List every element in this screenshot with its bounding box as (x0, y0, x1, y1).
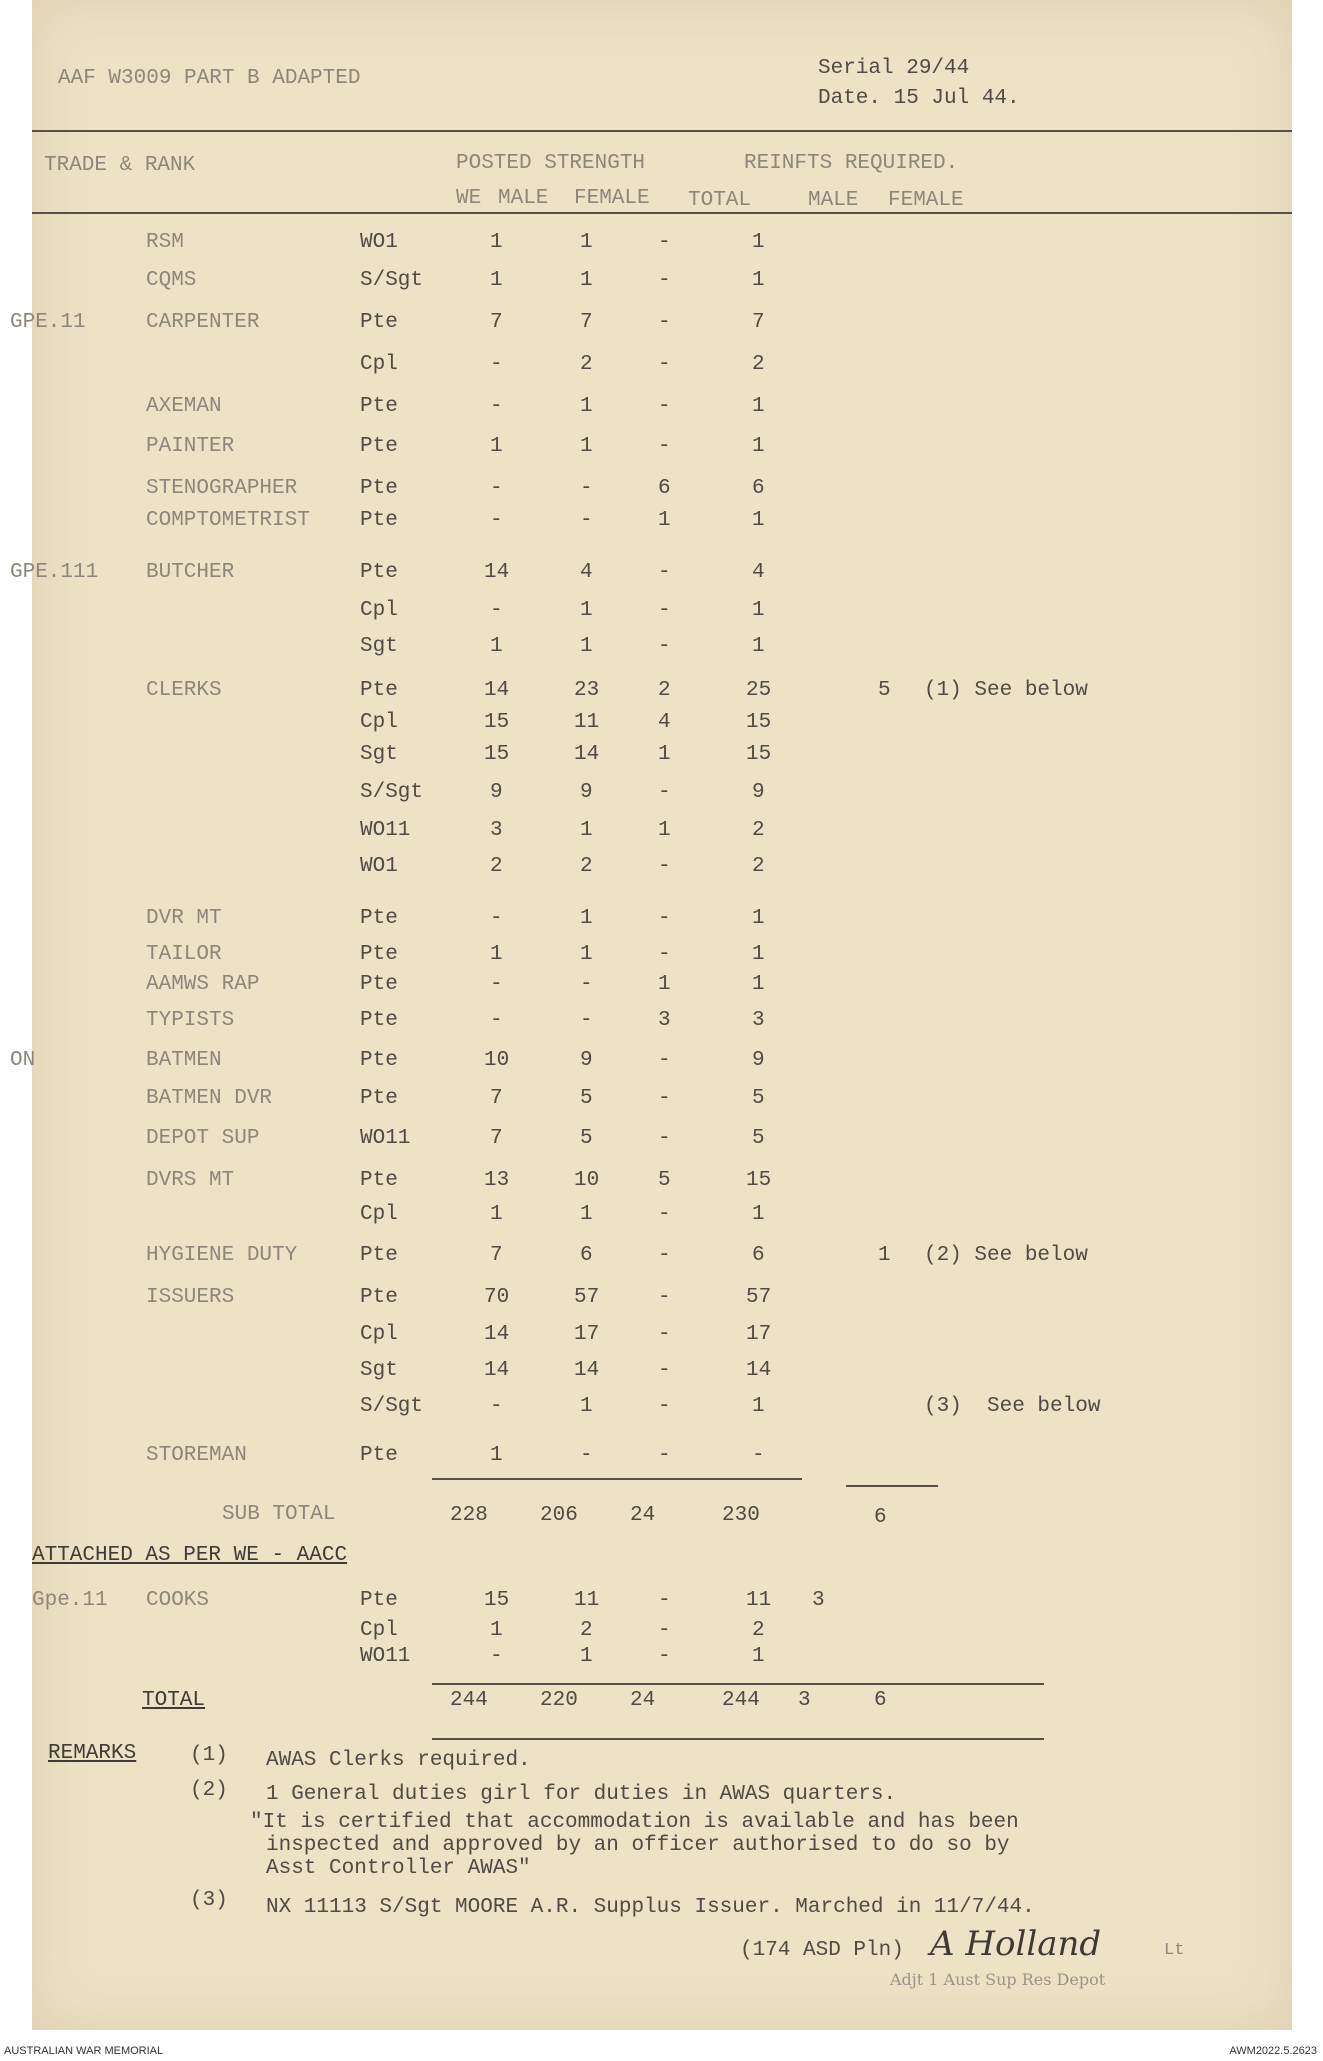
col-reinf-female: FEMALE (888, 189, 964, 212)
we-cell: - (490, 1009, 503, 1032)
male-cell: 11 (574, 1589, 600, 1612)
total-cell: 1 (752, 395, 765, 418)
we-cell: 14 (484, 1323, 510, 1346)
trade-cell: STENOGRAPHER (146, 477, 298, 500)
col-reinf-male: MALE (808, 189, 859, 212)
rank-cell: Pte (360, 477, 398, 500)
rank-cell: Cpl (360, 353, 398, 376)
we-cell: 14 (484, 561, 510, 584)
total-cell: 11 (746, 1589, 772, 1612)
female-cell: 5 (658, 1169, 671, 1192)
total-cell: 1 (752, 599, 765, 622)
subtotal-reinf-female: 6 (874, 1506, 887, 1529)
female-cell: - (658, 231, 671, 254)
we-cell: 15 (484, 1589, 510, 1612)
remark-3-text: NX 11113 S/Sgt MOORE A.R. Supplus Issuer. Marched in 11/7/44. (266, 1896, 1035, 1919)
male-cell: 1 (580, 269, 593, 292)
total-cell: 5 (752, 1127, 765, 1150)
male-cell: 10 (574, 1169, 600, 1192)
note-cell: (3) See below (924, 1395, 1101, 1418)
male-cell: 57 (574, 1286, 600, 1309)
we-cell: - (490, 353, 503, 376)
rank-cell: Pte (360, 395, 398, 418)
rank-cell: Pte (360, 1589, 398, 1612)
female-cell: - (658, 907, 671, 930)
total-cell: 2 (752, 819, 765, 842)
we-cell: - (490, 477, 503, 500)
group-cell: GPE.111 (10, 561, 99, 584)
rank-cell: Pte (360, 1087, 398, 1110)
trade-cell: DVRS MT (146, 1169, 235, 1192)
female-cell: 1 (658, 973, 671, 996)
we-cell: - (490, 395, 503, 418)
col-female: FEMALE (574, 187, 650, 210)
female-cell: 4 (658, 711, 671, 734)
total-cell: 1 (752, 231, 765, 254)
total-cell: 25 (746, 679, 772, 702)
male-cell: 1 (580, 819, 593, 842)
remark-2-line-1: 1 General duties girl for duties in AWAS quarters. (266, 1783, 897, 1806)
male-cell: 2 (580, 1619, 593, 1642)
group-cell: ON (10, 1049, 36, 1072)
male-cell: 6 (580, 1244, 593, 1267)
we-cell: 1 (490, 231, 503, 254)
female-cell: 6 (658, 477, 671, 500)
female-cell: - (658, 1619, 671, 1642)
trade-cell: AAMWS RAP (146, 973, 260, 996)
total-cell: - (752, 1444, 765, 1467)
total-cell: 5 (752, 1087, 765, 1110)
female-cell: - (658, 1087, 671, 1110)
adjutant-stamp: Adjt 1 Aust Sup Res Depot (890, 1970, 1106, 1989)
we-cell: 3 (490, 819, 503, 842)
total-cell: 1 (752, 973, 765, 996)
female-cell: 2 (658, 679, 671, 702)
male-cell: 17 (574, 1323, 600, 1346)
total-top-rule (432, 1683, 1044, 1685)
trade-cell: TAILOR (146, 943, 222, 966)
group-cell: Gpe.11 (32, 1589, 108, 1612)
we-cell: 7 (490, 1087, 503, 1110)
we-cell: 9 (490, 781, 503, 804)
rank-cell: S/Sgt (360, 1395, 424, 1418)
male-cell: 1 (580, 1203, 593, 1226)
rmale-cell: 3 (812, 1589, 825, 1612)
male-cell: 1 (580, 395, 593, 418)
total-cell: 2 (752, 1619, 765, 1642)
rank-cell: Pte (360, 435, 398, 458)
we-cell: 1 (490, 635, 503, 658)
rank-cell: S/Sgt (360, 269, 424, 292)
female-cell: 3 (658, 1009, 671, 1032)
remarks-label: REMARKS (48, 1742, 137, 1765)
rank-cell: Pte (360, 509, 398, 532)
total-cell: 1 (752, 435, 765, 458)
female-cell: - (658, 561, 671, 584)
female-cell: - (658, 1395, 671, 1418)
female-cell: - (658, 353, 671, 376)
trade-cell: COMPTOMETRIST (146, 509, 310, 532)
col-total: TOTAL (688, 189, 752, 212)
we-cell: - (490, 973, 503, 996)
trade-cell: PAINTER (146, 435, 235, 458)
remark-1-number: (1) (190, 1744, 228, 1767)
trade-cell: CARPENTER (146, 311, 260, 334)
we-cell: 7 (490, 311, 503, 334)
archive-credit: AUSTRALIAN WAR MEMORIAL (4, 2045, 164, 2057)
male-cell: 5 (580, 1127, 593, 1150)
male-cell: 1 (580, 435, 593, 458)
subtotal-total: 230 (722, 1504, 760, 1527)
we-cell: 15 (484, 711, 510, 734)
male-cell: 9 (580, 781, 593, 804)
total-cell: 1 (752, 635, 765, 658)
rank-cell: Sgt (360, 1359, 398, 1382)
total-cell: 6 (752, 477, 765, 500)
total-cell: 1 (752, 509, 765, 532)
rank-cell: Pte (360, 1286, 398, 1309)
remark-2-number: (2) (190, 1779, 228, 1802)
we-cell: 14 (484, 679, 510, 702)
total-cell: 15 (746, 1169, 772, 1192)
we-cell: 70 (484, 1286, 510, 1309)
trade-cell: ISSUERS (146, 1286, 235, 1309)
total-cell: 6 (752, 1244, 765, 1267)
female-cell: - (658, 599, 671, 622)
archive-accession-number: AWM2022.5.2623 (1229, 2045, 1317, 2057)
male-cell: 1 (580, 1645, 593, 1668)
serial-number: Serial 29/44 (818, 57, 970, 80)
rank-cell: Pte (360, 1049, 398, 1072)
rank-cell: Sgt (360, 743, 398, 766)
header-top-rule (32, 130, 1292, 132)
trade-cell: BATMEN (146, 1049, 222, 1072)
total-cell: 15 (746, 711, 772, 734)
col-we: WE (456, 187, 482, 210)
we-cell: 10 (484, 1049, 510, 1072)
signature-unit: (174 ASD Pln) (740, 1939, 904, 1962)
total-cell: 14 (746, 1359, 772, 1382)
total-cell: 9 (752, 781, 765, 804)
remark-2-line-4: Asst Controller AWAS" (266, 1857, 531, 1880)
male-cell: 1 (580, 907, 593, 930)
we-cell: - (490, 1395, 503, 1418)
trade-cell: HYGIENE DUTY (146, 1244, 298, 1267)
total-cell: 1 (752, 907, 765, 930)
male-cell: 2 (580, 855, 593, 878)
subtotal-male: 206 (540, 1504, 578, 1527)
male-cell: 14 (574, 743, 600, 766)
col-trade-rank: TRADE & RANK (44, 154, 196, 177)
rank-cell: Pte (360, 907, 398, 930)
we-cell: 1 (490, 435, 503, 458)
female-cell: - (658, 269, 671, 292)
female-cell: - (658, 395, 671, 418)
trade-cell: AXEMAN (146, 395, 222, 418)
trade-cell: STOREMAN (146, 1444, 247, 1467)
we-cell: 7 (490, 1127, 503, 1150)
rank-cell: Cpl (360, 1619, 398, 1642)
female-cell: 1 (658, 819, 671, 842)
total-cell: 9 (752, 1049, 765, 1072)
total-cell: 2 (752, 855, 765, 878)
male-cell: 1 (580, 599, 593, 622)
subtotal-rule (432, 1478, 802, 1480)
rank-cell: Pte (360, 943, 398, 966)
rank-cell: Pte (360, 1169, 398, 1192)
total-cell: 17 (746, 1323, 772, 1346)
rank-cell: WO1 (360, 855, 398, 878)
rank-cell: Pte (360, 1444, 398, 1467)
female-cell: - (658, 781, 671, 804)
we-cell: 2 (490, 855, 503, 878)
female-cell: 1 (658, 743, 671, 766)
total-we: 244 (450, 1689, 488, 1712)
total-bottom-rule (432, 1738, 1044, 1740)
trade-cell: CQMS (146, 269, 197, 292)
rank-cell: Cpl (360, 1203, 398, 1226)
total-label: TOTAL (142, 1689, 206, 1712)
female-cell: - (658, 311, 671, 334)
trade-cell: RSM (146, 231, 184, 254)
rank-cell: Pte (360, 1009, 398, 1032)
total-cell: 7 (752, 311, 765, 334)
male-cell: - (580, 1444, 593, 1467)
female-cell: - (658, 1589, 671, 1612)
male-cell: 11 (574, 711, 600, 734)
male-cell: 4 (580, 561, 593, 584)
we-cell: 14 (484, 1359, 510, 1382)
subtotal-we: 228 (450, 1504, 488, 1527)
remark-1-text: AWAS Clerks required. (266, 1749, 531, 1772)
rank-cell: WO11 (360, 819, 411, 842)
female-cell: - (658, 1127, 671, 1150)
rank-cell: Pte (360, 561, 398, 584)
total-cell: 1 (752, 269, 765, 292)
we-cell: - (490, 1645, 503, 1668)
total-cell: 4 (752, 561, 765, 584)
note-cell: (2) See below (924, 1244, 1088, 1267)
we-cell: 15 (484, 743, 510, 766)
trade-cell: BATMEN DVR (146, 1087, 273, 1110)
female-cell: - (658, 1323, 671, 1346)
trade-cell: DEPOT SUP (146, 1127, 260, 1150)
rank-cell: Pte (360, 311, 398, 334)
total-cell: 15 (746, 743, 772, 766)
we-cell: 1 (490, 943, 503, 966)
officer-signature: A Holland (930, 1924, 1102, 1964)
we-cell: 1 (490, 269, 503, 292)
trade-cell: CLERKS (146, 679, 222, 702)
remark-3-number: (3) (190, 1889, 228, 1912)
subtotal-female: 24 (630, 1504, 656, 1527)
subtotal-label: SUB TOTAL (222, 1503, 336, 1526)
male-cell: - (580, 477, 593, 500)
form-reference: AAF W3009 PART B ADAPTED (58, 67, 361, 90)
male-cell: 2 (580, 353, 593, 376)
male-cell: 1 (580, 943, 593, 966)
male-cell: 1 (580, 1395, 593, 1418)
male-cell: 9 (580, 1049, 593, 1072)
total-cell: 1 (752, 943, 765, 966)
col-male: MALE (498, 187, 549, 210)
male-cell: 5 (580, 1087, 593, 1110)
we-cell: - (490, 907, 503, 930)
rank-cell: Cpl (360, 599, 398, 622)
male-cell: - (580, 509, 593, 532)
male-cell: 23 (574, 679, 600, 702)
total-reinf-female: 6 (874, 1689, 887, 1712)
rfemale-cell: 5 (878, 679, 891, 702)
total-cell: 57 (746, 1286, 772, 1309)
rank-cell: WO11 (360, 1127, 411, 1150)
we-cell: - (490, 599, 503, 622)
we-cell: 1 (490, 1619, 503, 1642)
col-reinfts-required: REINFTS REQUIRED. (744, 152, 959, 175)
male-cell: 1 (580, 231, 593, 254)
signature-rank: Lt (1164, 1941, 1185, 1960)
female-cell: - (658, 1049, 671, 1072)
we-cell: 1 (490, 1203, 503, 1226)
we-cell: 7 (490, 1244, 503, 1267)
subtotal-reinf-rule (846, 1485, 938, 1487)
female-cell: - (658, 1645, 671, 1668)
remark-2-line-3: inspected and approved by an officer authorised to do so by (266, 1834, 1010, 1857)
female-cell: - (658, 1286, 671, 1309)
document-page (10, 0, 1292, 2030)
total-reinf-male: 3 (798, 1689, 811, 1712)
female-cell: - (658, 635, 671, 658)
attached-heading: ATTACHED AS PER WE - AACC (32, 1544, 348, 1567)
total-cell: 3 (752, 1009, 765, 1032)
rank-cell: Cpl (360, 1323, 398, 1346)
female-cell: - (658, 435, 671, 458)
total-cell: 1 (752, 1203, 765, 1226)
male-cell: 14 (574, 1359, 600, 1382)
total-cell: 1 (752, 1395, 765, 1418)
female-cell: 1 (658, 509, 671, 532)
rank-cell: Pte (360, 1244, 398, 1267)
total-cell: 1 (752, 1645, 765, 1668)
rank-cell: WO1 (360, 231, 398, 254)
header-bottom-rule (32, 212, 1292, 214)
rank-cell: Pte (360, 973, 398, 996)
female-cell: - (658, 1444, 671, 1467)
male-cell: - (580, 973, 593, 996)
document-date: Date. 15 Jul 44. (818, 87, 1020, 110)
we-cell: 13 (484, 1169, 510, 1192)
rank-cell: Sgt (360, 635, 398, 658)
total-female: 24 (630, 1689, 656, 1712)
note-cell: (1) See below (924, 679, 1088, 702)
rfemale-cell: 1 (878, 1244, 891, 1267)
trade-cell: BUTCHER (146, 561, 235, 584)
male-cell: 7 (580, 311, 593, 334)
total-total: 244 (722, 1689, 760, 1712)
rank-cell: Cpl (360, 711, 398, 734)
total-male: 220 (540, 1689, 578, 1712)
female-cell: - (658, 943, 671, 966)
male-cell: 1 (580, 635, 593, 658)
group-cell: GPE.11 (10, 311, 86, 334)
female-cell: - (658, 1244, 671, 1267)
rank-cell: S/Sgt (360, 781, 424, 804)
rank-cell: Pte (360, 679, 398, 702)
female-cell: - (658, 855, 671, 878)
we-cell: - (490, 509, 503, 532)
male-cell: - (580, 1009, 593, 1032)
trade-cell: TYPISTS (146, 1009, 235, 1032)
col-posted-strength: POSTED STRENGTH (456, 152, 646, 175)
we-cell: 1 (490, 1444, 503, 1467)
female-cell: - (658, 1203, 671, 1226)
total-cell: 2 (752, 353, 765, 376)
remark-2-line-2: "It is certified that accommodation is available and has been (250, 1811, 1019, 1834)
trade-cell: DVR MT (146, 907, 222, 930)
female-cell: - (658, 1359, 671, 1382)
trade-cell: COOKS (146, 1589, 210, 1612)
rank-cell: WO11 (360, 1645, 411, 1668)
